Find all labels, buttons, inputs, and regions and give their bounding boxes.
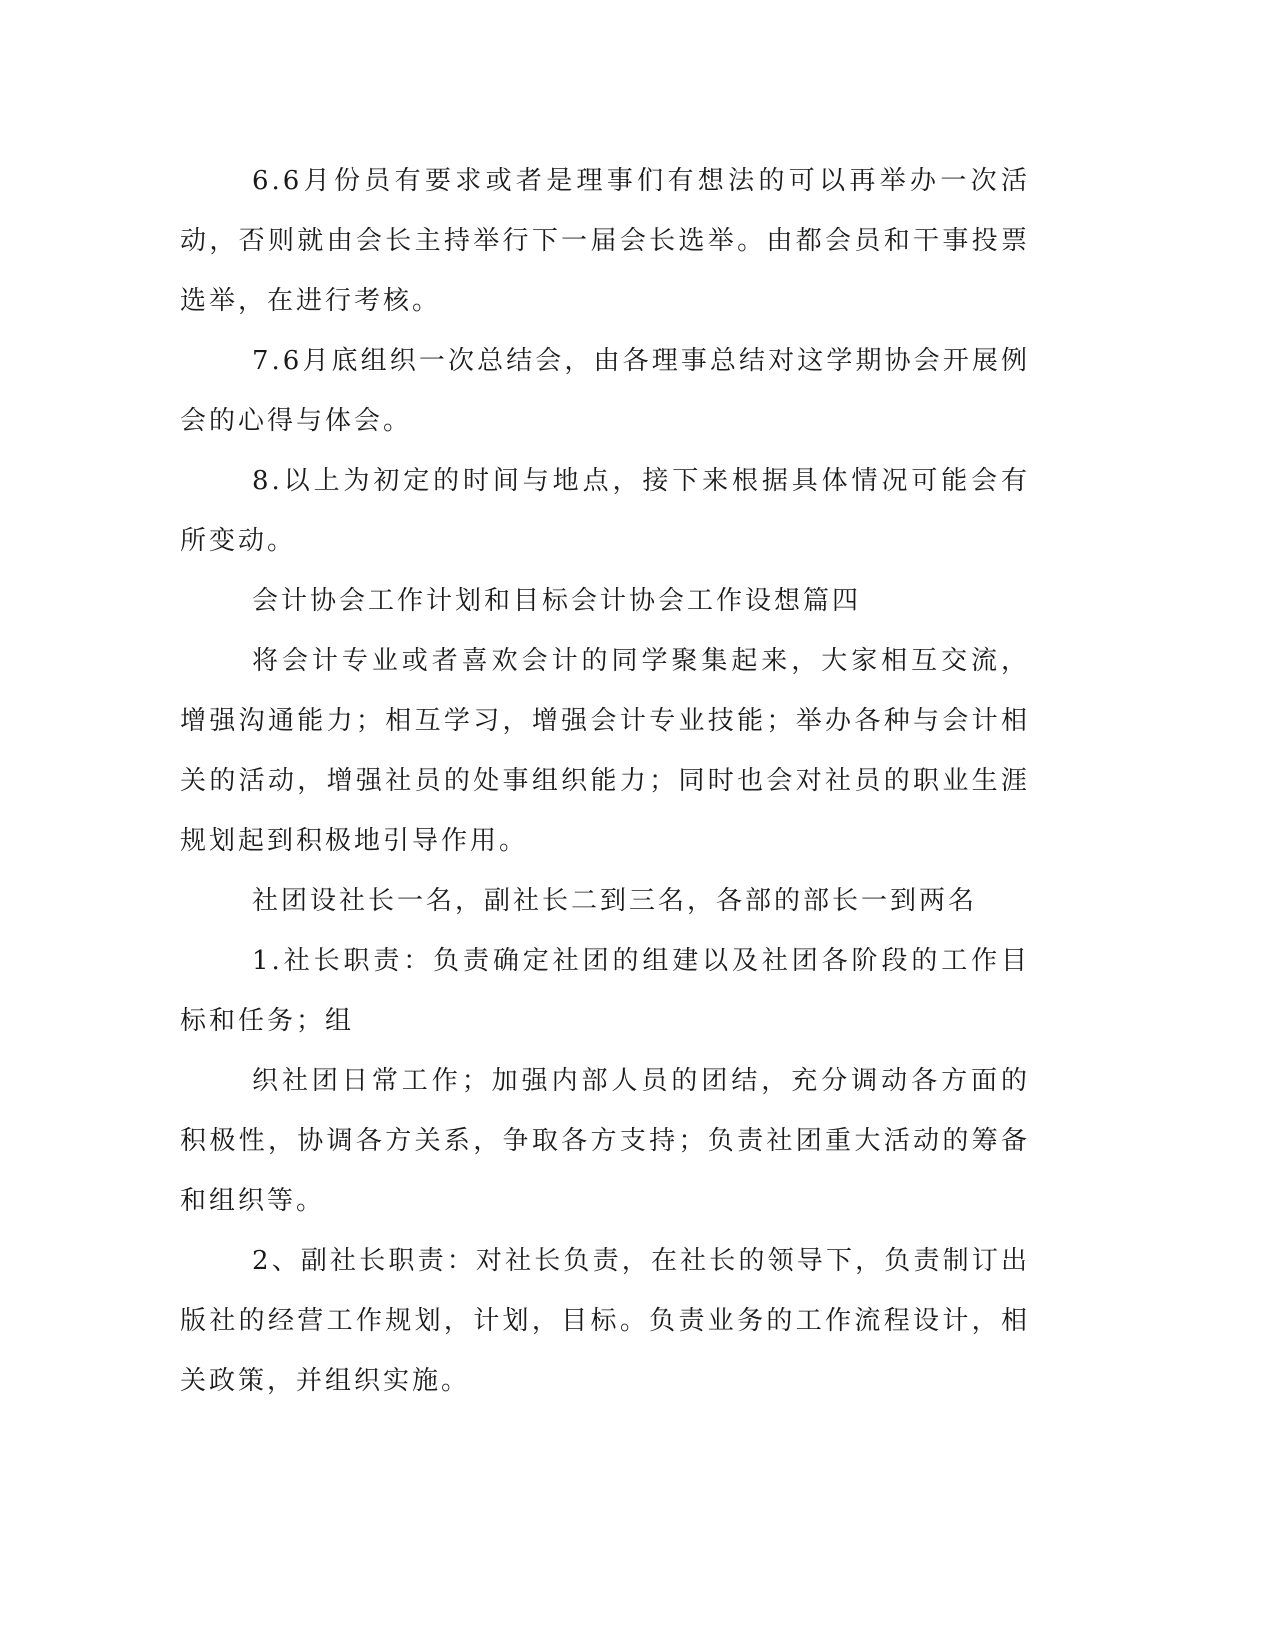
paragraph-item-6: 6.6月份员有要求或者是理事们有想法的可以再举办一次活动，否则就由会长主持举行下一届会长选举。由都会员和干事投票选举，在进行考核。 [180, 166, 1030, 316]
paragraph-item-8: 8.以上为初定的时间与地点，接下来根据具体情况可能会有所变动。 [180, 466, 1030, 556]
paragraph-purpose: 将会计专业或者喜欢会计的同学聚集起来，大家相互交流，增强沟通能力；相互学习，增强会计专业技能；举办各种与会计相关的活动，增强社员的处事组织能力；同时也会对社员的职业生涯规划起到积极地引导作用。 [180, 646, 1030, 856]
paragraph-president-duties-cont: 织社团日常工作；加强内部人员的团结，充分调动各方面的积极性，协调各方关系，争取各方支持；负责社团重大活动的筹备和组织等。 [180, 1066, 1030, 1216]
paragraph-president-duties: 1.社长职责：负责确定社团的组建以及社团各阶段的工作目标和任务；组 [180, 946, 1030, 1036]
paragraph-vice-president-duties: 2、副社长职责：对社长负责，在社长的领导下，负责制订出版社的经营工作规划，计划，目标。负责业务的工作流程设计，相关政策，并组织实施。 [180, 1246, 1030, 1396]
section-heading: 会计协会工作计划和目标会计协会工作设想篇四 [252, 586, 862, 616]
paragraph-item-7: 7.6月底组织一次总结会，由各理事总结对这学期协会开展例会的心得与体会。 [180, 346, 1030, 436]
paragraph-structure: 社团设社长一名，副社长二到三名，各部的部长一到两名 [252, 886, 978, 916]
document-page [180, 151, 1030, 1411]
